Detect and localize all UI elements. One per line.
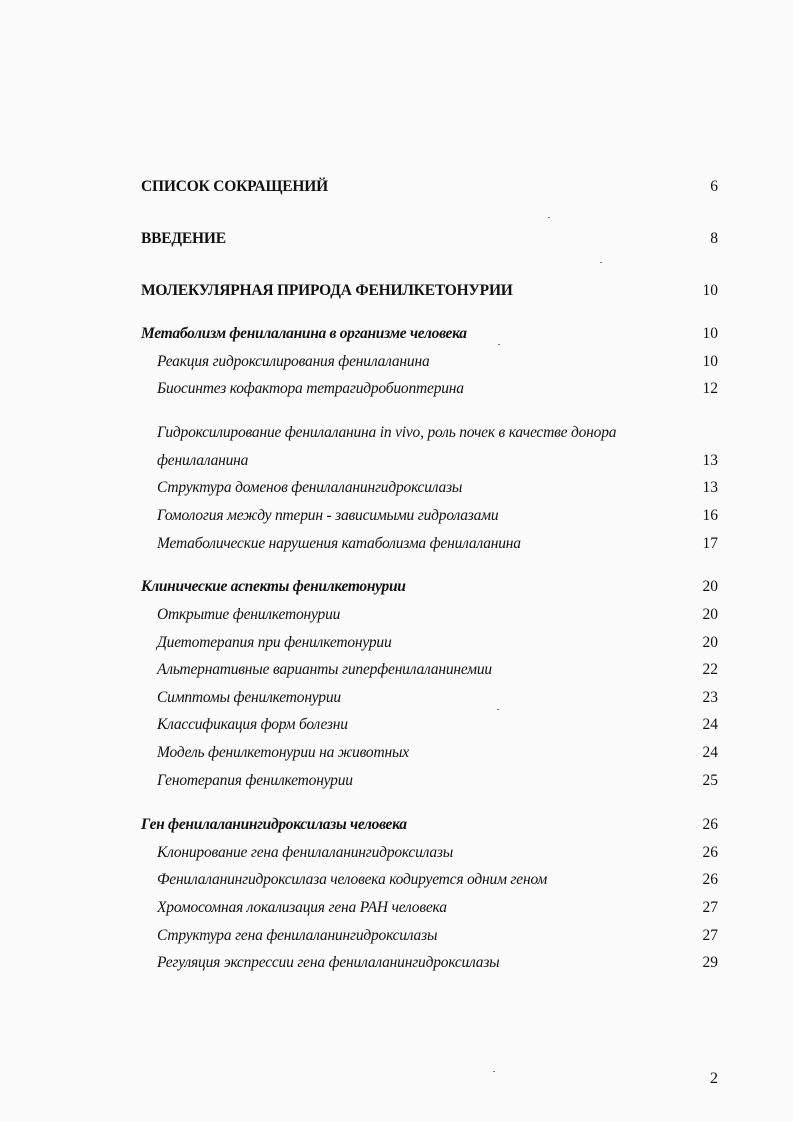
- scan-speck: [498, 344, 500, 345]
- toc-entry: [0, 175, 793, 199]
- toc-entry-title: Модель фенилкетонурии на животных: [157, 744, 409, 761]
- toc-entry-title: ВВЕДЕНИЕ: [141, 230, 226, 247]
- toc-entry-page: 17: [702, 535, 718, 552]
- toc-entry-page: 26: [702, 871, 718, 888]
- toc-entry-page: 25: [702, 772, 718, 789]
- toc-entry-page: 22: [702, 661, 718, 678]
- toc-entry: [0, 813, 793, 837]
- toc-entry-title: Симптомы фенилкетонурии: [157, 689, 341, 706]
- toc-entry: [0, 769, 793, 793]
- toc-entry-page: 27: [702, 927, 718, 944]
- toc-entry: [0, 449, 793, 473]
- toc-entry-page: 24: [702, 716, 718, 733]
- toc-entry-page: 20: [702, 634, 718, 651]
- toc-entry: [0, 575, 793, 599]
- toc-entry: [0, 841, 793, 865]
- toc-entry-title: Гомология между птерин - зависимыми гидролазами: [157, 507, 499, 524]
- toc-entry-page: 12: [702, 380, 718, 397]
- toc-entry-title: Метаболические нарушения катаболизма фенилаланина: [157, 535, 521, 552]
- toc-entry: [0, 631, 793, 655]
- scan-speck: [497, 709, 499, 710]
- toc-entry-page: 27: [702, 899, 718, 916]
- toc-entry: [0, 896, 793, 920]
- toc-entry: [0, 924, 793, 948]
- toc-entry-page: 24: [702, 744, 718, 761]
- toc-entry-page: 6: [710, 178, 718, 195]
- toc-entry-page: 13: [702, 479, 718, 496]
- toc-entry-page: 20: [702, 606, 718, 623]
- toc-entry-page: 29: [702, 954, 718, 971]
- toc-entry: [0, 741, 793, 765]
- toc-entry-page: 8: [710, 230, 718, 247]
- toc-entry-title: Фенилаланингидроксилаза человека кодируется одним геном: [157, 871, 548, 888]
- toc-entry: [0, 658, 793, 682]
- toc-entry-page: 10: [702, 353, 718, 370]
- toc-entry-title: СПИСОК СОКРАЩЕНИЙ: [141, 178, 328, 195]
- scan-speck: [548, 217, 550, 218]
- toc-entry-page: 10: [702, 282, 718, 299]
- toc-entry-title: Хромосомная локализация гена РАН человека: [157, 899, 447, 916]
- toc-entry-title: Метаболизм фенилаланина в организме человека: [141, 325, 467, 342]
- toc-entry: [0, 476, 793, 500]
- toc-entry-title: Клинические аспекты фенилкетонурии: [141, 578, 406, 595]
- toc-entry: [0, 504, 793, 528]
- toc-entry-title: Открытие фенилкетонурии: [157, 606, 341, 623]
- toc-entry: [0, 951, 793, 975]
- toc-entry-page: 23: [702, 689, 718, 706]
- toc-entry-title: Структура доменов фенилаланингидроксилазы: [157, 479, 463, 496]
- toc-entry: [0, 421, 793, 445]
- toc-entry: [0, 322, 793, 346]
- toc-entry-title: Реакция гидроксилирования фенилаланина: [157, 353, 430, 370]
- scan-speck: [600, 262, 602, 263]
- toc-entry: [0, 686, 793, 710]
- toc-entry-page: 26: [702, 844, 718, 861]
- toc-entry: [0, 350, 793, 374]
- toc-entry-title: Ген фенилаланингидроксилазы человека: [141, 816, 407, 833]
- toc-entry-title: Биосинтез кофактора тетрагидробиоптерина: [157, 380, 464, 397]
- page-number: 2: [710, 1070, 718, 1087]
- toc-entry-title: МОЛЕКУЛЯРНАЯ ПРИРОДА ФЕНИЛКЕТОНУРИИ: [141, 282, 513, 299]
- toc-entry-title: Генотерапия фенилкетонурии: [157, 772, 353, 789]
- toc-entry-title: фенилаланина: [157, 452, 249, 469]
- toc-entry: [0, 713, 793, 737]
- toc-entry-page: 16: [702, 507, 718, 524]
- toc-entry-title: Гидроксилирование фенилаланина in vivo, роль почек в качестве донора: [157, 424, 617, 441]
- toc-entry-title: Классификация форм болезни: [157, 716, 348, 733]
- toc-entry: [0, 279, 793, 303]
- toc-entry: [0, 603, 793, 627]
- toc-entry-title: Регуляция экспрессии гена фенилаланингидроксилазы: [157, 954, 500, 971]
- toc-entry-title: Диетотерапия при фенилкетонурии: [157, 634, 392, 651]
- toc-entry: [0, 227, 793, 251]
- toc-entry-page: 26: [702, 816, 718, 833]
- toc-entry-page: 10: [702, 325, 718, 342]
- toc-entry-title: Структура гена фенилаланингидроксилазы: [157, 927, 438, 944]
- toc-entry-page: 20: [702, 578, 718, 595]
- scan-speck: [493, 1071, 495, 1072]
- toc-entry: [0, 532, 793, 556]
- toc-entry-title: Альтернативные варианты гиперфенилаланинемии: [157, 661, 492, 678]
- toc-entry-title: Клонирование гена фенилаланингидроксилазы: [157, 844, 454, 861]
- toc-entry: [0, 868, 793, 892]
- toc-entry-page: 13: [702, 452, 718, 469]
- toc-entry: [0, 377, 793, 401]
